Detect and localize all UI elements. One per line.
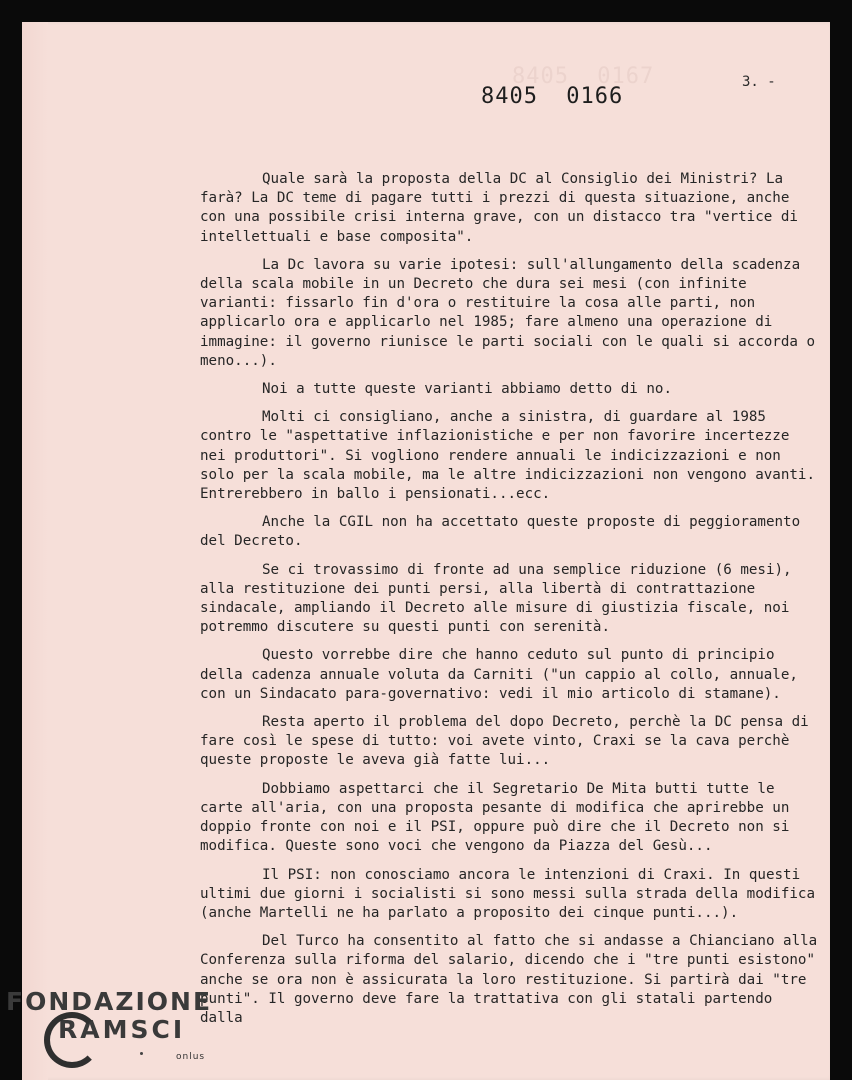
paragraph: Resta aperto il problema del dopo Decreto, perchè la DC pensa di fare così le spese di tutto: voi avete vinto, Craxi se la cava perchè queste proposte le aveva già fatte lui... [200, 714, 809, 769]
paragraph: Questo vorrebbe dire che hanno ceduto sul punto di principio della cadenza annuale voluta da Carniti ("un cappio al collo, annuale, con un Sindacato para-governativo: vedi il mio articolo di stamane). [200, 647, 798, 702]
paragraph: Dobbiamo aspettarci che il Segretario De Mita butti tutte le carte all'aria, con una proposta pesante di modifica che aprirebbe un doppio fronte con noi e il PSI, oppure può dire che il Decreto non si modifica. Queste sono voci che vengono da Piazza del Gesù... [200, 780, 790, 855]
body-text [200, 170, 820, 1037]
watermark-line2: RAMSCI [58, 1015, 186, 1044]
paragraph: Del Turco ha consentito al fatto che si andasse a Chianciano alla Conferenza sulla riforma del salario, dicendo che i "tre punti esistono" anche se ora non è assicurata la loro restituzione. Si partirà dai "tre punti". Il governo deve fare la trattativa con gli statali partendo dalla [200, 933, 818, 1026]
paragraph: Quale sarà la proposta della DC al Consiglio dei Ministri? La farà? La DC teme di pagare tutti i prezzi di questa situazione, anche con una possibile crisi interna grave, con un distacco tra "vertice di intellettuali e base composita". [200, 171, 798, 245]
paper-speck [140, 1052, 143, 1055]
paragraph: Anche la CGIL non ha accettato queste proposte di peggioramento del Decreto. [200, 514, 801, 550]
paragraph: Il PSI: non conosciamo ancora le intenzioni di Craxi. In questi ultimi due giorni i socialisti si sono messi sulla strada della modifica (anche Martelli ne ha parlato a proposito dei cinque punti...). [200, 866, 815, 921]
page-edge [22, 22, 48, 1080]
g-logo-icon [44, 1012, 100, 1068]
paragraph: Se ci trovassimo di fronte ad una semplice riduzione (6 mesi), alla restituzione dei punti persi, alla libertà di contrattazione sindacale, ampliando il Decreto alle misure di giustizia fiscale, noi potremmo discutere su questi punti con serenità. [200, 561, 792, 636]
paragraph: Noi a tutte queste varianti abbiamo detto di no. [262, 381, 672, 398]
document-code: 8405 0166 [481, 84, 624, 109]
page-number: 3. - [742, 74, 776, 90]
paragraph: La Dc lavora su varie ipotesi: sull'allungamento della scadenza della scala mobile in un Decreto che dura sei mesi (con infinite varianti: fissarlo fin d'ora o restituire la cosa alle parti, non applicarlo ora e applicarlo nel 1985; fare almeno una operazione di immagine: il governo riunisce le parti sociali con le quali si accorda o meno...). [200, 256, 815, 369]
document-page [22, 22, 830, 1080]
paragraph: Molti ci consigliano, anche a sinistra, di guardare al 1985 contro le "aspettative inflazionistiche e per non favorire incertezze nei produttori". Si vogliono rendere annuali le indicizzazioni e non solo per la scala mobile, ma le altre indicizzazioni non vengono avanti. Entrerebbero in ballo i pensionati...ecc. [200, 409, 815, 503]
watermark-suffix: onlus [176, 1052, 206, 1062]
watermark-line1: FONDAZIONE [6, 987, 213, 1016]
fondazione-gramsci-watermark [6, 987, 213, 1062]
bleed-through-code: 8405 0167 [512, 64, 655, 89]
